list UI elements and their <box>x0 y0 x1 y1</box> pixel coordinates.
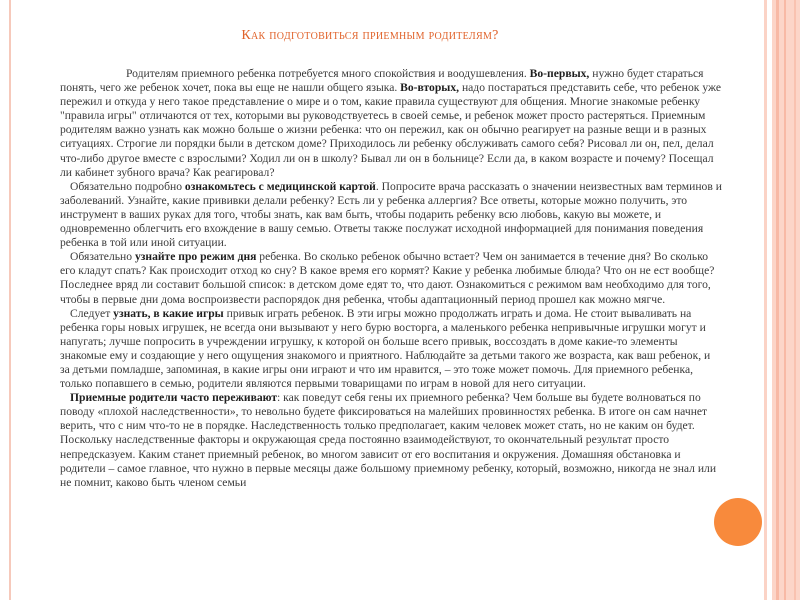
text: Следует <box>70 306 114 320</box>
paragraph <box>60 250 722 306</box>
bold-text: ознакомьтесь с медицинской картой <box>184 179 376 193</box>
text: Обязательно <box>70 250 135 264</box>
slide-title: Как подготовиться приемным родителям? <box>241 28 499 43</box>
bold-text: узнайте про режим дня <box>134 250 257 264</box>
bold-text: Во-вторых, <box>400 81 460 95</box>
decorative-circle <box>714 498 762 546</box>
left-border-line <box>9 0 11 600</box>
stripe <box>784 0 786 600</box>
text: нужно будет стараться понять, чего же ребенок хочет, пока вы еще не нашли общего языка. <box>60 67 704 95</box>
text: Родителям приемного ребенка потребуется много спокойствия и воодушевления. <box>126 67 530 80</box>
text: Обязательно подробно <box>70 179 185 193</box>
text: привык играть ребенок. В эти игры можно продолжать играть и дома. Не стоит вываливать на ребенка горы новых игрушек, не всегда они вызывают у него бурю восторга, а маленького ребенка непривычные игрушки могут и напугать; лучше попросить в учреждении игрушку, к которой он больше всего привык, воссоздать в доме какие-то элементы знакомые ему и создающие у него ощущения знакомого и приятного. Наблюдайте за детьми такого же возраста, как ваш ребенок, и за детьми помладше, запоминая, в какие игры они играют и что им нравится, – это тоже может помочь. Для приемного ребенка, только попавшего в семью, родители являются первыми товарищами по играм в новой для него ситуации. <box>60 306 711 391</box>
bold-text: Приемные родители часто переживают <box>70 391 278 405</box>
paragraph <box>60 307 722 392</box>
paragraph <box>60 67 722 180</box>
decorative-stripes <box>764 0 800 600</box>
text: надо постараться представить себе, что ребенок уже пережил и откуда у него такое представление о мире и о том, какие правила существуют для общения. Многие знакомые ребенку "правила игры" отличаются от тех, которыми вы руководствуетесь в своей семье, и ребенок может просто растеряться. Приемным родителям важно узнать как можно больше о жизни ребенка: что он пережил, как он обычно реагирует на разные вещи и в разных ситуациях. Строгие ли порядки были в детском доме? Приходилось ли ребенку обслуживать самого себя? Рисовал ли он, пел, делал что-либо другое вместе с взрослыми? Ходил ли он в школу? Бывал ли он в больнице? Если да, в каком возрасте и почему? Посещал ли кабинет зубного врача? Как реагировал? <box>60 81 721 179</box>
bold-text: Во-первых, <box>529 67 590 80</box>
stripe <box>794 0 796 600</box>
text: . Попросите врача рассказать о значении неизвестных вам терминов и заболеваний. Узнайте, какие прививки делали ребенку? Есть ли у ребенка аллергия? Все ответы, которые можно получить, это инструмент в ваших руках для того, чтобы знать, как вам быть, чтобы подарить ребенку всю любовь, какую вы можете, и одновременно облегчить его вхождение в вашу семью. Ответы также послужат исходной информацией для понимания поведения ребенка в той или иной ситуации. <box>60 179 722 250</box>
paragraph <box>60 391 722 490</box>
text: : как поведут себя гены их приемного ребенка? Чем больше вы будете волноваться по поводу «плохой наследственности», то невольно будете фиксироваться на малейших провинностях ребенка. В итоге он сам начнет верить, что с ним что-то не в порядке. Наследственность только предполагает, каким человек может стать, но не каким он будет. Поскольку наследственные факторы и окружающая среда постоянно взаимодействуют, то окончательный результат просто непредсказуем. Каким станет приемный ребенок, во многом зависит от его воспитания и окружения. Домашняя обстановка и родители – самое главное, что нужно в первые месяцы даже большому приемному ребенку, который, возможно, никогда не знал или не помнит, каково быть членом семьи <box>60 391 717 489</box>
paragraph <box>60 180 722 250</box>
stripe <box>764 0 767 600</box>
stripe <box>776 0 779 600</box>
slide-body <box>60 67 722 490</box>
text: ребенка. Во сколько ребенок обычно встает? Чем он занимается в течение дня? Во сколько его кладут спать? Как происходит отход ко сну? В какое время его кормят? Какие у ребенка любимые блюда? Что он не ест вообще? Последнее вряд ли составит большой список: в детском доме едят то, что дают. Ознакомиться с режимом вам необходимо для того, чтобы в первые дни дома воспроизвести распорядок дня ребенка, чтобы адаптационный период прошел как можно мягче. <box>60 250 715 306</box>
bold-text: узнать, в какие игры <box>113 306 224 320</box>
